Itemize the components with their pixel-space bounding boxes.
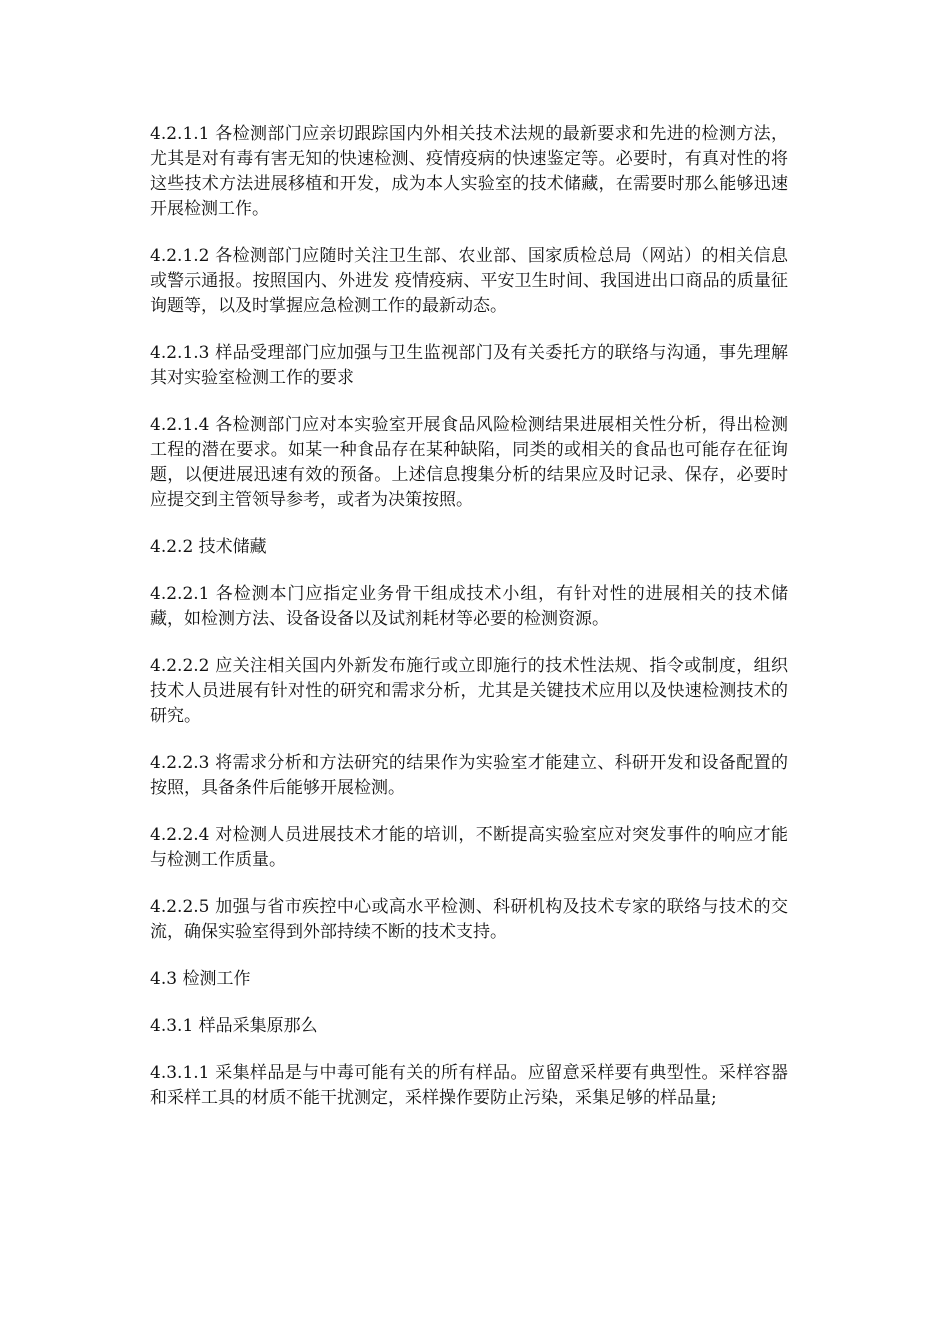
paragraph-4-2-2-5: 4.2.2.5 加强与省市疾控中心或高水平检测、科研机构及技术专家的联络与技术的交流，确保实验室得到外部持续不断的技术支持。 [150,897,788,942]
paragraph-4-2-1-4: 4.2.1.4 各检测部门应对本实验室开展食品风险检测结果进展相关性分析，得出检测工程的潜在要求。如某一种食品存在某种缺陷，同类的或相关的食品也可能存在征询题，以便进展迅速有效的预备。上述信息搜集分析的结果应及时记录、保存，必要时应提交到主管领导参考，或者为决策按照。 [150,415,788,510]
heading-4-3: 4.3 检测工作 [150,969,251,989]
paragraph-4-2-2-1: 4.2.2.1 各检测本门应指定业务骨干组成技术小组，有针对性的进展相关的技术储藏，如检测方法、设备设备以及试剂耗材等必要的检测资源。 [150,584,788,629]
document-page [150,122,788,1133]
paragraph-4-2-2-4: 4.2.2.4 对检测人员进展技术才能的培训，不断提高实验室应对突发事件的响应才能与检测工作质量。 [150,825,788,870]
paragraph-4-2-2-3: 4.2.2.3 将需求分析和方法研究的结果作为实验室才能建立、科研开发和设备配置的按照，具备条件后能够开展检测。 [150,753,788,798]
paragraph-4-2-1-2: 4.2.1.2 各检测部门应随时关注卫生部、农业部、国家质检总局（网站）的相关信息或警示通报。按照国内、外进发 疫情疫病、平安卫生时间、我国进出口商品的质量征询题等，以及时掌握应急检测工作的最新动态。 [150,246,788,316]
heading-4-3-1: 4.3.1 样品采集原那么 [150,1016,318,1036]
paragraph-4-2-1-1: 4.2.1.1 各检测部门应亲切跟踪国内外相关技术法规的最新要求和先进的检测方法，尤其是对有毒有害无知的快速检测、疫情疫病的快速鉴定等。必要时，有真对性的将这些技术方法进展移植和开发，成为本人实验室的技术储藏，在需要时那么能够迅速开展检测工作。 [150,124,788,219]
paragraph-4-2-2-2: 4.2.2.2 应关注相关国内外新发布施行或立即施行的技术性法规、指令或制度，组织技术人员进展有针对性的研究和需求分析，尤其是关键技术应用以及快速检测技术的研究。 [150,656,788,726]
paragraph-4-2-1-3: 4.2.1.3 样品受理部门应加强与卫生监视部门及有关委托方的联络与沟通，事先理解其对实验室检测工作的要求 [150,343,788,388]
paragraph-4-3-1-1: 4.3.1.1 采集样品是与中毒可能有关的所有样品。应留意采样要有典型性。采样容器和采样工具的材质不能干扰测定，采样操作要防止污染，采集足够的样品量; [150,1063,788,1108]
heading-4-2-2: 4.2.2 技术储藏 [150,537,267,557]
